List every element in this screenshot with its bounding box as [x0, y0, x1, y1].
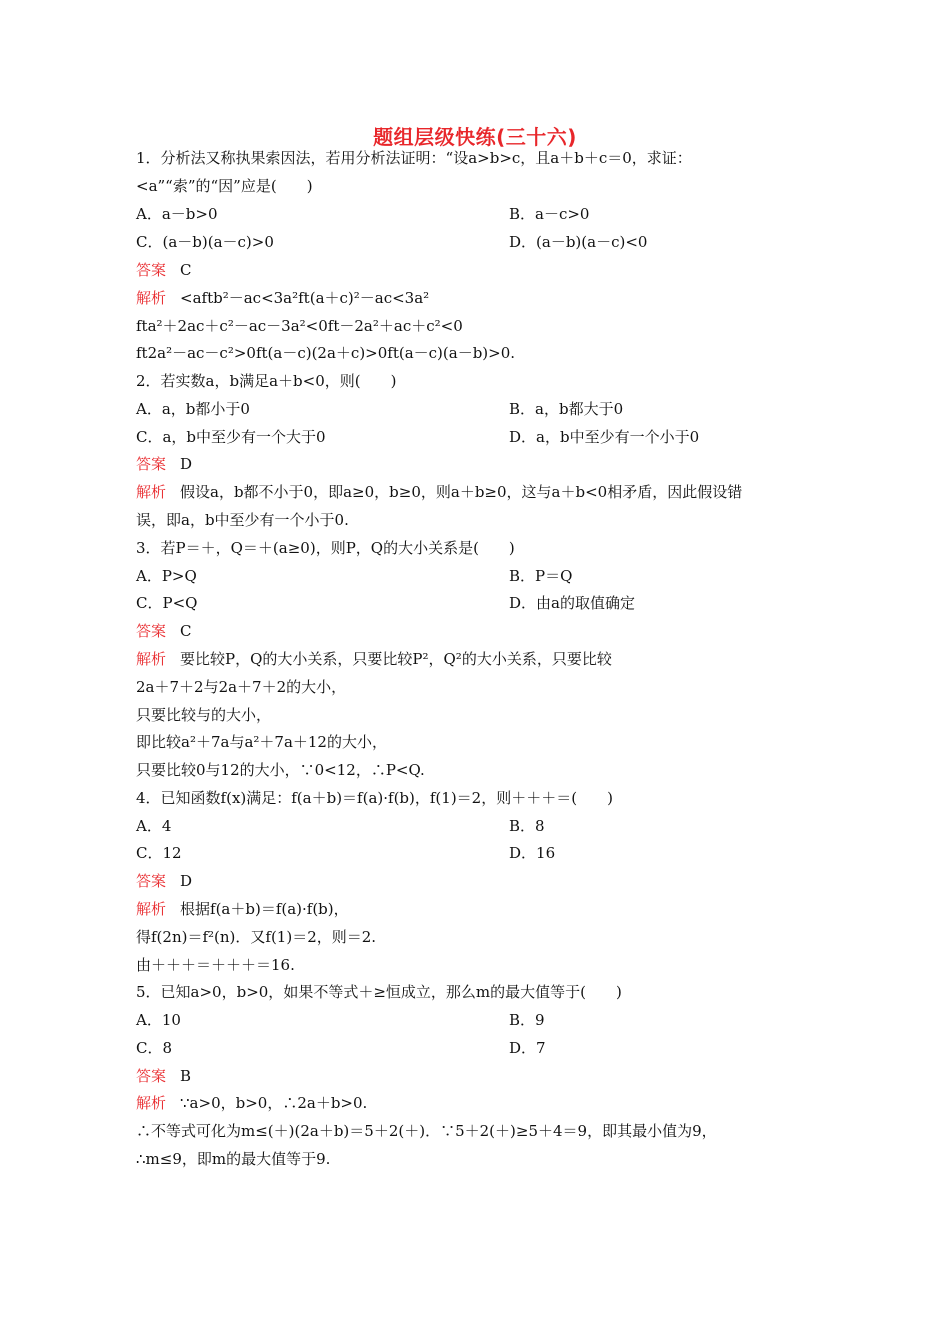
answer-label: 答案: [136, 455, 167, 473]
q1-option-c: C．(a－b)(a－c)>0: [136, 233, 274, 251]
q4-analysis-line2: 得f(2n)＝f²(n)．又f(1)＝2，则＝2.: [136, 928, 377, 946]
analysis-text: 假设a，b都不小于0，即a≥0，b≥0，则a＋b≥0，这与a＋b<0相矛盾，因此假设错: [180, 483, 743, 501]
q1-stem-line1: 1．分析法又称执果索因法，若用分析法证明：“设a>b>c，且a＋b＋c＝0，求证：: [136, 149, 692, 167]
q5-analysis: [136, 1093, 367, 1113]
analysis-text: <aftb²－ac<3a²ft(a＋c)²－ac<3a²: [180, 289, 430, 307]
q3-answer: [136, 621, 192, 641]
q5-answer: [136, 1066, 191, 1086]
analysis-label: 解析: [136, 483, 167, 501]
q3-analysis-line2: 2a＋7＋2与2a＋7＋2的大小，: [136, 678, 347, 696]
q3-stem: 3．若P＝＋，Q＝＋(a≥0)，则P，Q的大小关系是( ): [136, 539, 515, 557]
answer-label: 答案: [136, 261, 167, 279]
analysis-label: 解析: [136, 1094, 167, 1112]
q4-option-b: B．8: [509, 817, 545, 835]
q4-stem: 4．已知函数f(x)满足：f(a＋b)＝f(a)·f(b)，f(1)＝2，则＋＋＋＝( ): [136, 789, 613, 807]
q2-analysis: [136, 482, 742, 502]
analysis-label: 解析: [136, 900, 167, 918]
q5-stem: 5．已知a>0，b>0，如果不等式＋≥恒成立，那么m的最大值等于( ): [136, 983, 622, 1001]
q5-option-c: C．8: [136, 1039, 173, 1057]
q1-option-b: B．a－c>0: [509, 205, 590, 223]
answer-label: 答案: [136, 1067, 167, 1085]
q3-option-c: C．P<Q: [136, 594, 198, 612]
q2-stem: 2．若实数a，b满足a＋b<0，则( ): [136, 372, 397, 390]
q5-option-d: D．7: [509, 1039, 546, 1057]
analysis-text: ∵a>0，b>0，∴2a＋b>0.: [180, 1094, 368, 1112]
q1-analysis-line3: ft2a²－ac－c²>0ft(a－c)(2a＋c)>0ft(a－c)(a－b)>0.: [136, 344, 516, 362]
q5-analysis-line3: ∴m≤9，即m的最大值等于9.: [136, 1150, 331, 1168]
answer-value: B: [180, 1067, 192, 1085]
q4-option-c: C．12: [136, 844, 182, 862]
analysis-label: 解析: [136, 289, 167, 307]
q1-option-a: A．a－b>0: [136, 205, 218, 223]
q3-option-a: A．P>Q: [136, 567, 197, 585]
q3-option-d: D．由a的取值确定: [509, 594, 635, 612]
answer-label: 答案: [136, 622, 167, 640]
q1-answer: [136, 260, 192, 280]
q4-option-d: D．16: [509, 844, 556, 862]
q4-answer: [136, 871, 192, 891]
page-title: 题组层级快练(三十六): [373, 125, 577, 149]
analysis-text: 要比较P，Q的大小关系，只要比较P²，Q²的大小关系，只要比较: [180, 650, 612, 668]
q1-analysis: [136, 288, 429, 308]
q1-option-d: D．(a－b)(a－c)<0: [509, 233, 648, 251]
q5-option-a: A．10: [136, 1011, 181, 1029]
q1-analysis-line2: fta²＋2ac＋c²－ac－3a²<0ft－2a²＋ac＋c²<0: [136, 317, 463, 335]
q5-analysis-line2: ∴不等式可化为m≤(＋)(2a＋b)＝5＋2(＋)．∵5＋2(＋)≥5＋4＝9，即其最小值为9，: [136, 1122, 717, 1140]
q2-option-a: A．a，b都小于0: [136, 400, 250, 418]
analysis-text: 根据f(a＋b)＝f(a)·f(b)，: [180, 900, 349, 918]
q3-analysis-line3: 只要比较与的大小，: [136, 706, 272, 724]
q3-analysis: [136, 649, 612, 669]
q2-analysis-line2: 误，即a，b中至少有一个小于0.: [136, 511, 349, 529]
q3-analysis-line4: 即比较a²＋7a与a²＋7a＋12的大小，: [136, 733, 387, 751]
q2-option-d: D．a，b中至少有一个小于0: [509, 428, 700, 446]
answer-label: 答案: [136, 872, 167, 890]
q3-analysis-line5: 只要比较0与12的大小，∵0<12，∴P<Q.: [136, 761, 425, 779]
q2-option-b: B．a，b都大于0: [509, 400, 624, 418]
answer-value: C: [180, 261, 192, 279]
q3-option-b: B．P＝Q: [509, 567, 573, 585]
answer-value: C: [180, 622, 192, 640]
q1-stem-line2: <a”“索”的“因”应是( ): [136, 177, 313, 195]
analysis-label: 解析: [136, 650, 167, 668]
answer-value: D: [180, 455, 193, 473]
q5-option-b: B．9: [509, 1011, 545, 1029]
q4-analysis-line3: 由＋＋＋＝＋＋＋＝16.: [136, 956, 295, 974]
q2-answer: [136, 454, 192, 474]
q4-analysis: [136, 899, 349, 919]
answer-value: D: [180, 872, 193, 890]
q2-option-c: C．a，b中至少有一个大于0: [136, 428, 326, 446]
q4-option-a: A．4: [136, 817, 172, 835]
